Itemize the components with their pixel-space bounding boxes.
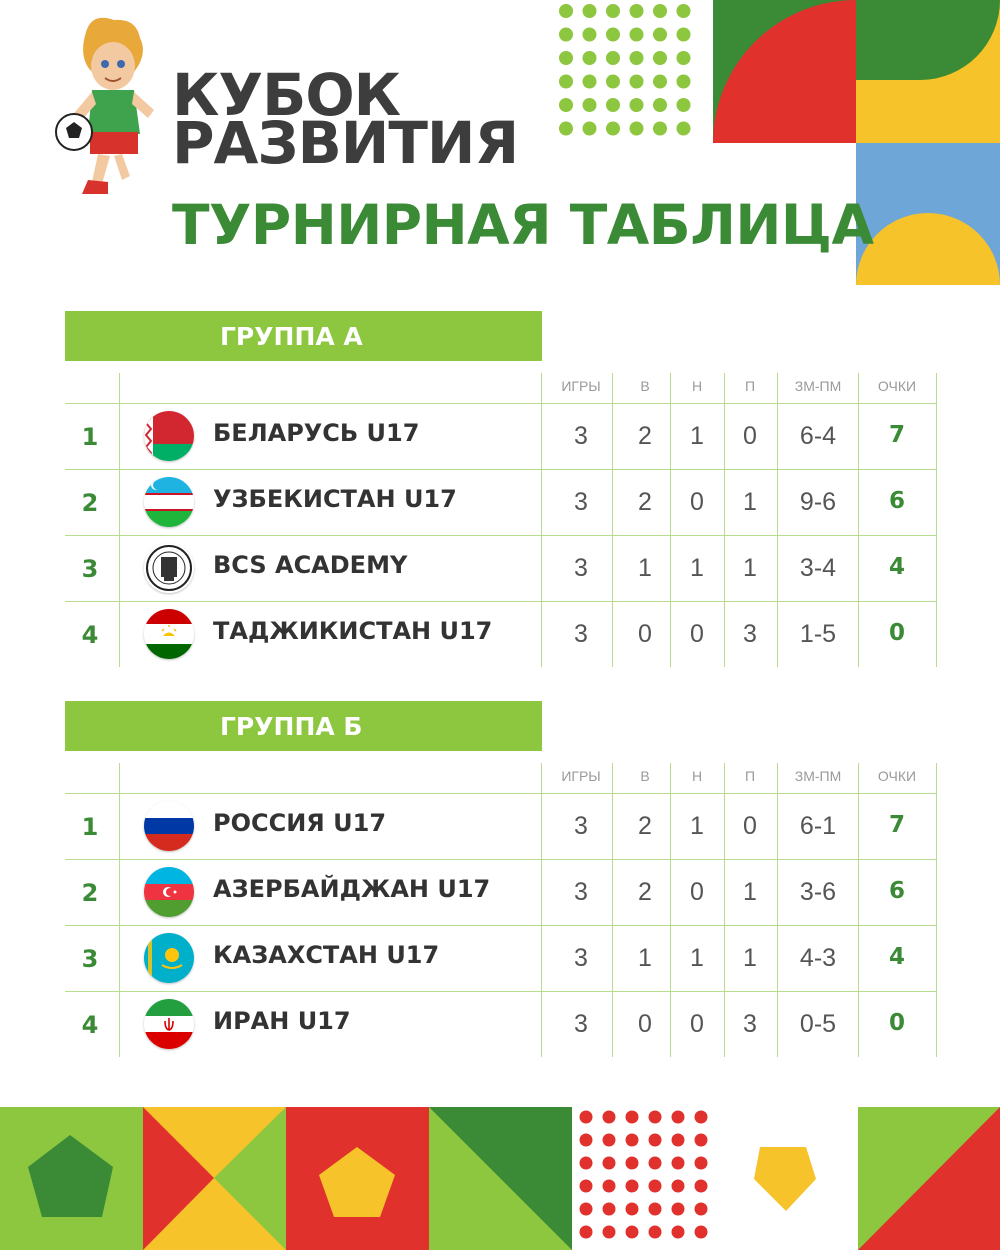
points: 0	[888, 620, 905, 646]
goals-for-against: 6-1	[799, 812, 837, 840]
losses: 0	[743, 422, 757, 450]
draws: 0	[690, 488, 704, 516]
position-number: 4	[81, 1011, 99, 1039]
grid-vline	[119, 763, 120, 1057]
losses: 3	[743, 620, 757, 648]
uzbekistan-flag-icon	[144, 477, 194, 527]
grid-hline	[65, 403, 936, 404]
grid-hline	[65, 991, 936, 992]
column-header: ОЧКИ	[877, 768, 917, 784]
belarus-flag-icon	[144, 411, 194, 461]
tajikistan-flag-icon	[144, 609, 194, 659]
grid-vline	[858, 373, 859, 667]
column-header: П	[744, 768, 756, 784]
team-name: РОССИЯ U17	[213, 809, 387, 837]
draws: 1	[690, 812, 704, 840]
column-header: ЗМ-ПМ	[794, 378, 842, 394]
position-number: 2	[81, 879, 99, 907]
column-header: В	[640, 768, 650, 784]
column-header: Н	[691, 768, 703, 784]
geometric-band-bottom	[0, 1107, 1000, 1250]
wins: 2	[638, 422, 652, 450]
team-name: BCS ACADEMY	[213, 551, 408, 579]
losses: 1	[743, 944, 757, 972]
dot-grid-top	[555, 0, 705, 145]
position-number: 3	[81, 555, 99, 583]
grid-vline	[858, 763, 859, 1057]
games-played: 3	[574, 812, 588, 840]
goals-for-against: 4-3	[799, 944, 837, 972]
team-name: АЗЕРБАЙДЖАН U17	[213, 875, 491, 903]
position-number: 1	[81, 813, 99, 841]
draws: 0	[690, 620, 704, 648]
goals-for-against: 3-4	[799, 554, 837, 582]
goals-for-against: 0-5	[799, 1010, 837, 1038]
draws: 1	[690, 944, 704, 972]
games-played: 3	[574, 944, 588, 972]
grid-vline	[541, 373, 542, 667]
games-played: 3	[574, 620, 588, 648]
wins: 2	[638, 488, 652, 516]
games-played: 3	[574, 488, 588, 516]
points: 6	[888, 878, 905, 904]
wins: 2	[638, 812, 652, 840]
grid-hline	[65, 601, 936, 602]
points: 7	[888, 812, 905, 838]
column-header: ЗМ-ПМ	[794, 768, 842, 784]
grid-hline	[65, 793, 936, 794]
column-header: ОЧКИ	[877, 378, 917, 394]
goals-for-against: 3-6	[799, 878, 837, 906]
points: 6	[888, 488, 905, 514]
grid-vline	[541, 763, 542, 1057]
grid-hline	[65, 535, 936, 536]
losses: 0	[743, 812, 757, 840]
games-played: 3	[574, 422, 588, 450]
team-name: БЕЛАРУСЬ U17	[213, 419, 420, 447]
position-number: 3	[81, 945, 99, 973]
games-played: 3	[574, 554, 588, 582]
draws: 0	[690, 878, 704, 906]
brand-title-line2: РАЗВИТИЯ	[172, 109, 519, 177]
team-name: УЗБЕКИСТАН U17	[213, 485, 457, 513]
grid-hline	[65, 925, 936, 926]
grid-vline	[119, 373, 120, 667]
wins: 2	[638, 878, 652, 906]
column-header: Н	[691, 378, 703, 394]
kazakhstan-flag-icon	[144, 933, 194, 983]
grid-hline	[65, 469, 936, 470]
dot-grid-bottom	[572, 1107, 715, 1250]
goals-for-against: 6-4	[799, 422, 837, 450]
losses: 3	[743, 1010, 757, 1038]
page-title: ТУРНИРНАЯ ТАБЛИЦА	[172, 193, 874, 257]
grid-vline	[936, 763, 937, 1057]
wins: 1	[638, 944, 652, 972]
draws: 1	[690, 554, 704, 582]
losses: 1	[743, 878, 757, 906]
draws: 1	[690, 422, 704, 450]
column-header: В	[640, 378, 650, 394]
brand-title-line1: КУБОК	[172, 61, 401, 129]
points: 7	[888, 422, 905, 448]
points: 4	[888, 944, 905, 970]
mascot-icon	[52, 14, 162, 199]
column-header: ИГРЫ	[561, 768, 601, 784]
wins: 0	[638, 1010, 652, 1038]
bcs-academy-logo-icon	[144, 543, 194, 593]
azerbaijan-flag-icon	[144, 867, 194, 917]
games-played: 3	[574, 1010, 588, 1038]
goals-for-against: 9-6	[799, 488, 837, 516]
group-label: ГРУППА А	[220, 322, 363, 351]
column-header: П	[744, 378, 756, 394]
points: 0	[888, 1010, 905, 1036]
grid-vline	[936, 373, 937, 667]
column-header: ИГРЫ	[561, 378, 601, 394]
losses: 1	[743, 488, 757, 516]
goals-for-against: 1-5	[799, 620, 837, 648]
position-number: 4	[81, 621, 99, 649]
russia-flag-icon	[144, 801, 194, 851]
points: 4	[888, 554, 905, 580]
team-name: ТАДЖИКИСТАН U17	[213, 617, 493, 645]
wins: 1	[638, 554, 652, 582]
iran-flag-icon	[144, 999, 194, 1049]
games-played: 3	[574, 878, 588, 906]
team-name: КАЗАХСТАН U17	[213, 941, 440, 969]
grid-hline	[65, 859, 936, 860]
position-number: 2	[81, 489, 99, 517]
draws: 0	[690, 1010, 704, 1038]
group-label: ГРУППА Б	[220, 712, 363, 741]
team-name: ИРАН U17	[213, 1007, 351, 1035]
wins: 0	[638, 620, 652, 648]
position-number: 1	[81, 423, 99, 451]
losses: 1	[743, 554, 757, 582]
